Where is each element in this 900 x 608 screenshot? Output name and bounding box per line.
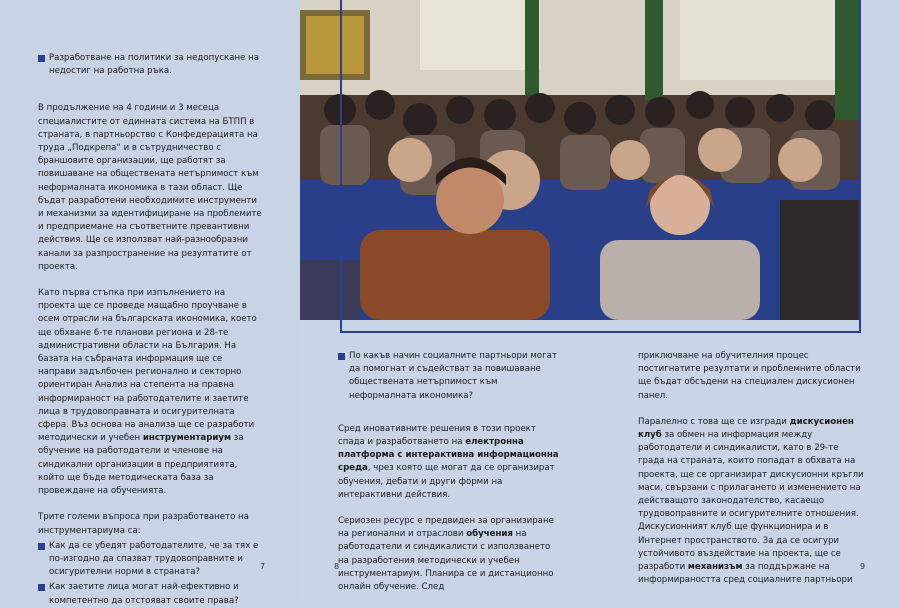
question-item (38, 540, 262, 580)
paragraph: В продължение на 4 години и 3 месеца специалистите от единната система на БТПП в страната, в партньорство с Конфедерацията на труда „Подкрепа“ и в сътрудничество с браншовите организации, ще работят за повишаване на обществената нетърпимост към неформалната икономика в тази област. Ще бъдат разработени необходимите инструменти и механизми за идентифициране на проблемите и предприемане на съответните превантивни действия. Ще се използват най-разнообразни канали за разпространение на резултатите от проекта. (38, 103, 262, 272)
page-number: 7 (260, 562, 266, 571)
heading-bullet-text: Разработване на политики за недопускане на недостиг на работна ръка. (49, 53, 260, 77)
audience-photo-illustration (300, 0, 860, 320)
page-number: 8 (334, 562, 340, 571)
bullet-square-icon (38, 55, 45, 62)
bullet-square-icon (38, 543, 45, 550)
right-column-2 (638, 350, 864, 600)
heading-bullet (38, 52, 262, 78)
paragraph: Като първа стъпка при изпълнението на проекта ще се проведе мащабно проучване в осем отрасли на българската икономика, което ще обхване 6-те планови региона и 28-те административни области на България. На базата на събраната информация ще се направи задълбочен регионално и секторно ориентиран Анализ на степента на правна информираност на работодателите и заетите лица в трудовоправната и осигурителната сфера. Въз основа на анализа ще се разработи методически и учебен инструментариум за обучение на работодатели и членове на синдикални организации в предприятията, който ще бъде методическата база за провеждане на обученията. (38, 288, 257, 497)
question-text: Как да се убедят работодателите, че за тях е по-изгодно да спазват трудовоправните и осигурителни норми в страната? (49, 540, 259, 578)
paragraph: приключване на обучителния процес постигнатите резултати и проблемните области ще бъдат обсъдени на специален дискусионен панел. (638, 351, 861, 401)
paragraph: Сериозен ресурс е предвиден за организиране на регионални и отраслови обучения на работодатели и синдикалисти с използването на разработения методически и учебен инструментариум. Планира се и дистанционно онлайн обучение. След (338, 516, 554, 593)
paragraph: Паралелно с това ще се изгради дискусионен клуб за обмен на информация между работодатели и синдикалисти, като в 29-те града на страната, които попадат в обхвата на проекта, ще се организират дискусионни кръгли маси, свързани с прилагането и изменението на действащото законодателство, касаещо трудовоправните и осигурителните отношения. Дискусионният клуб ще функционира и в Интернет пространството. За да се осигури устойчивото въздействие на проекта, ще се разработи механизъм за поддържане на информираността сред социалните партньори (638, 416, 864, 586)
bullet-square-icon (38, 584, 45, 591)
right-column-1 (338, 350, 562, 607)
bullet-square-icon (338, 353, 345, 360)
question-bullet (338, 350, 562, 403)
question-text: По какъв начин социалните партньори могат да помогнат и съдействат за повишаване обществената нетърпимост към неформалната икономика? (349, 351, 557, 401)
question-item (38, 581, 262, 607)
left-column (38, 52, 262, 608)
paragraph: Трите големи въпроса при разработването на инструментариума са: (38, 512, 249, 536)
conference-photo (300, 0, 860, 320)
question-text: Как заетите лица могат най-ефективно и компетентно да отстояват своите права? (49, 582, 239, 606)
page-number: 9 (860, 562, 866, 571)
paragraph: Сред иновативните решения в този проект спада и разработването на електронна платформа с интерактивна информационна среда, чрез която ще могат да се организират обучения, дебати и други форми на интерактивни действия. (338, 423, 559, 500)
